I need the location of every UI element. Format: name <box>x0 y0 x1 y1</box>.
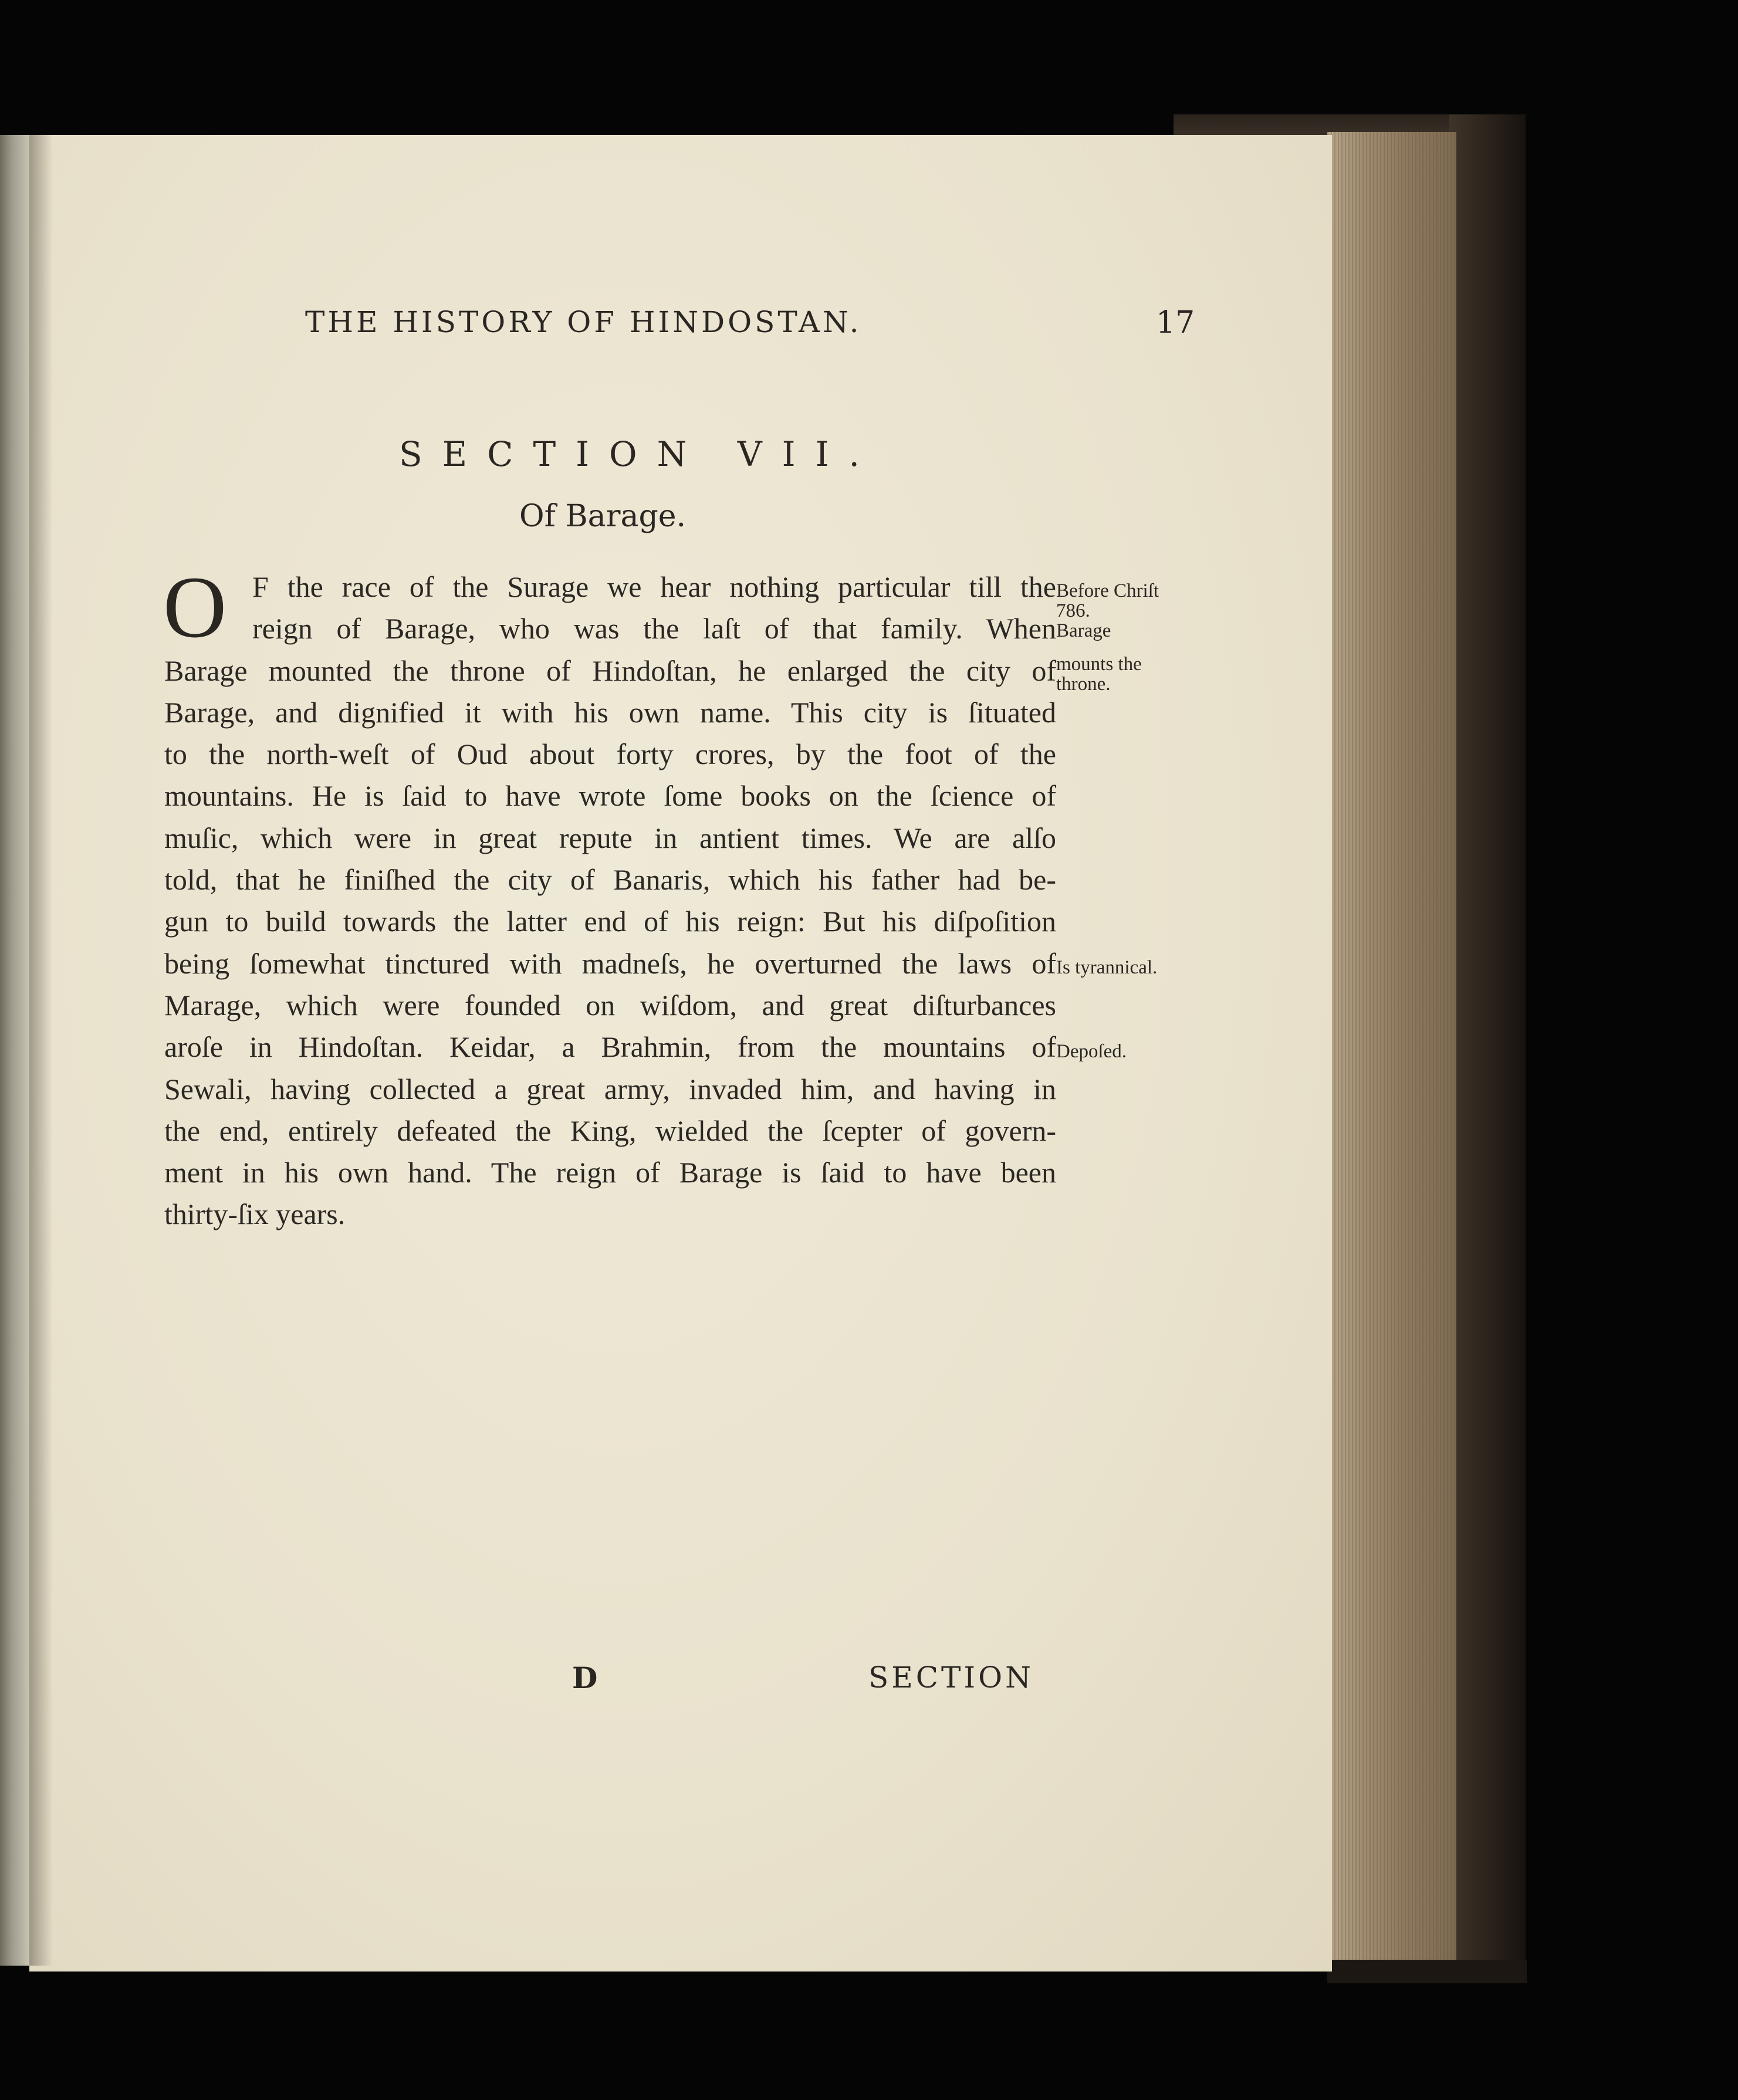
margin-note-year: 786. <box>1056 600 1090 621</box>
body-line: Marage, which were founded on wiſdom, and great diſturbances <box>164 988 1056 1022</box>
body-line: being ſomewhat tinctured with madneſs, he overturned the laws of <box>164 946 1056 980</box>
margin-note-deposed: Depoſed. <box>1056 1041 1127 1062</box>
drop-cap: O <box>163 559 227 656</box>
margin-note-mounts: mounts the <box>1056 654 1142 675</box>
signature-mark: D <box>572 1661 598 1695</box>
body-line: F the race of the Surage we hear nothing particular till the <box>252 570 1056 603</box>
margin-note-throne: throne. <box>1056 674 1111 695</box>
body-line: the end, entirely defeated the King, wielded the ſcepter of govern- <box>164 1114 1056 1147</box>
body-line: Sewali, having collected a great army, invaded him, and having in <box>164 1072 1056 1105</box>
body-line: reign of Barage, who was the laſt of that family. When <box>252 612 1056 645</box>
body-line: aroſe in Hindoſtan. Keidar, a Brahmin, from the mountains of <box>164 1030 1056 1064</box>
body-line: mountains. He is ſaid to have wrote ſome books on the ſcience of <box>164 779 1056 813</box>
body-text <box>163 559 1056 1236</box>
body-line: Barage, and dignified it with his own name. This city is ſituated <box>164 695 1056 729</box>
body-line: Barage mounted the throne of Hindoſtan, he enlarged the city of <box>164 654 1056 687</box>
catchword: SECTION <box>868 1661 1034 1695</box>
margin-note-before-christ: Before Chriſt <box>1056 580 1159 601</box>
body-line: muſic, which were in great repute in antient times. We are alſo <box>164 821 1056 854</box>
body-line: ment in his own hand. The reign of Barage is ſaid to have been <box>164 1156 1056 1189</box>
body-line: told, that he finiſhed the city of Banaris, which his father had be- <box>164 863 1056 897</box>
running-head: THE HISTORY OF HINDOSTAN. <box>305 305 862 339</box>
page-fore-edge <box>1327 132 1456 1977</box>
section-subtitle: Of Barage. <box>519 499 687 534</box>
margin-note-tyrannical: Is tyrannical. <box>1056 957 1158 978</box>
book-cover-bottom <box>1327 1960 1527 1983</box>
section-title: SECTION VII. <box>399 434 880 474</box>
body-line: to the north-weſt of Oud about forty crores, by the foot of the <box>164 738 1056 771</box>
page-number: 17 <box>1156 305 1195 340</box>
body-line: thirty-ſix years. <box>164 1198 346 1231</box>
body-line: gun to build towards the latter end of his reign: But his diſpoſition <box>164 905 1056 938</box>
gutter-shadow <box>29 135 53 1966</box>
margin-note-barage: Barage <box>1056 620 1111 641</box>
left-page-edge <box>0 135 29 1966</box>
book-cover <box>1449 114 1526 1974</box>
